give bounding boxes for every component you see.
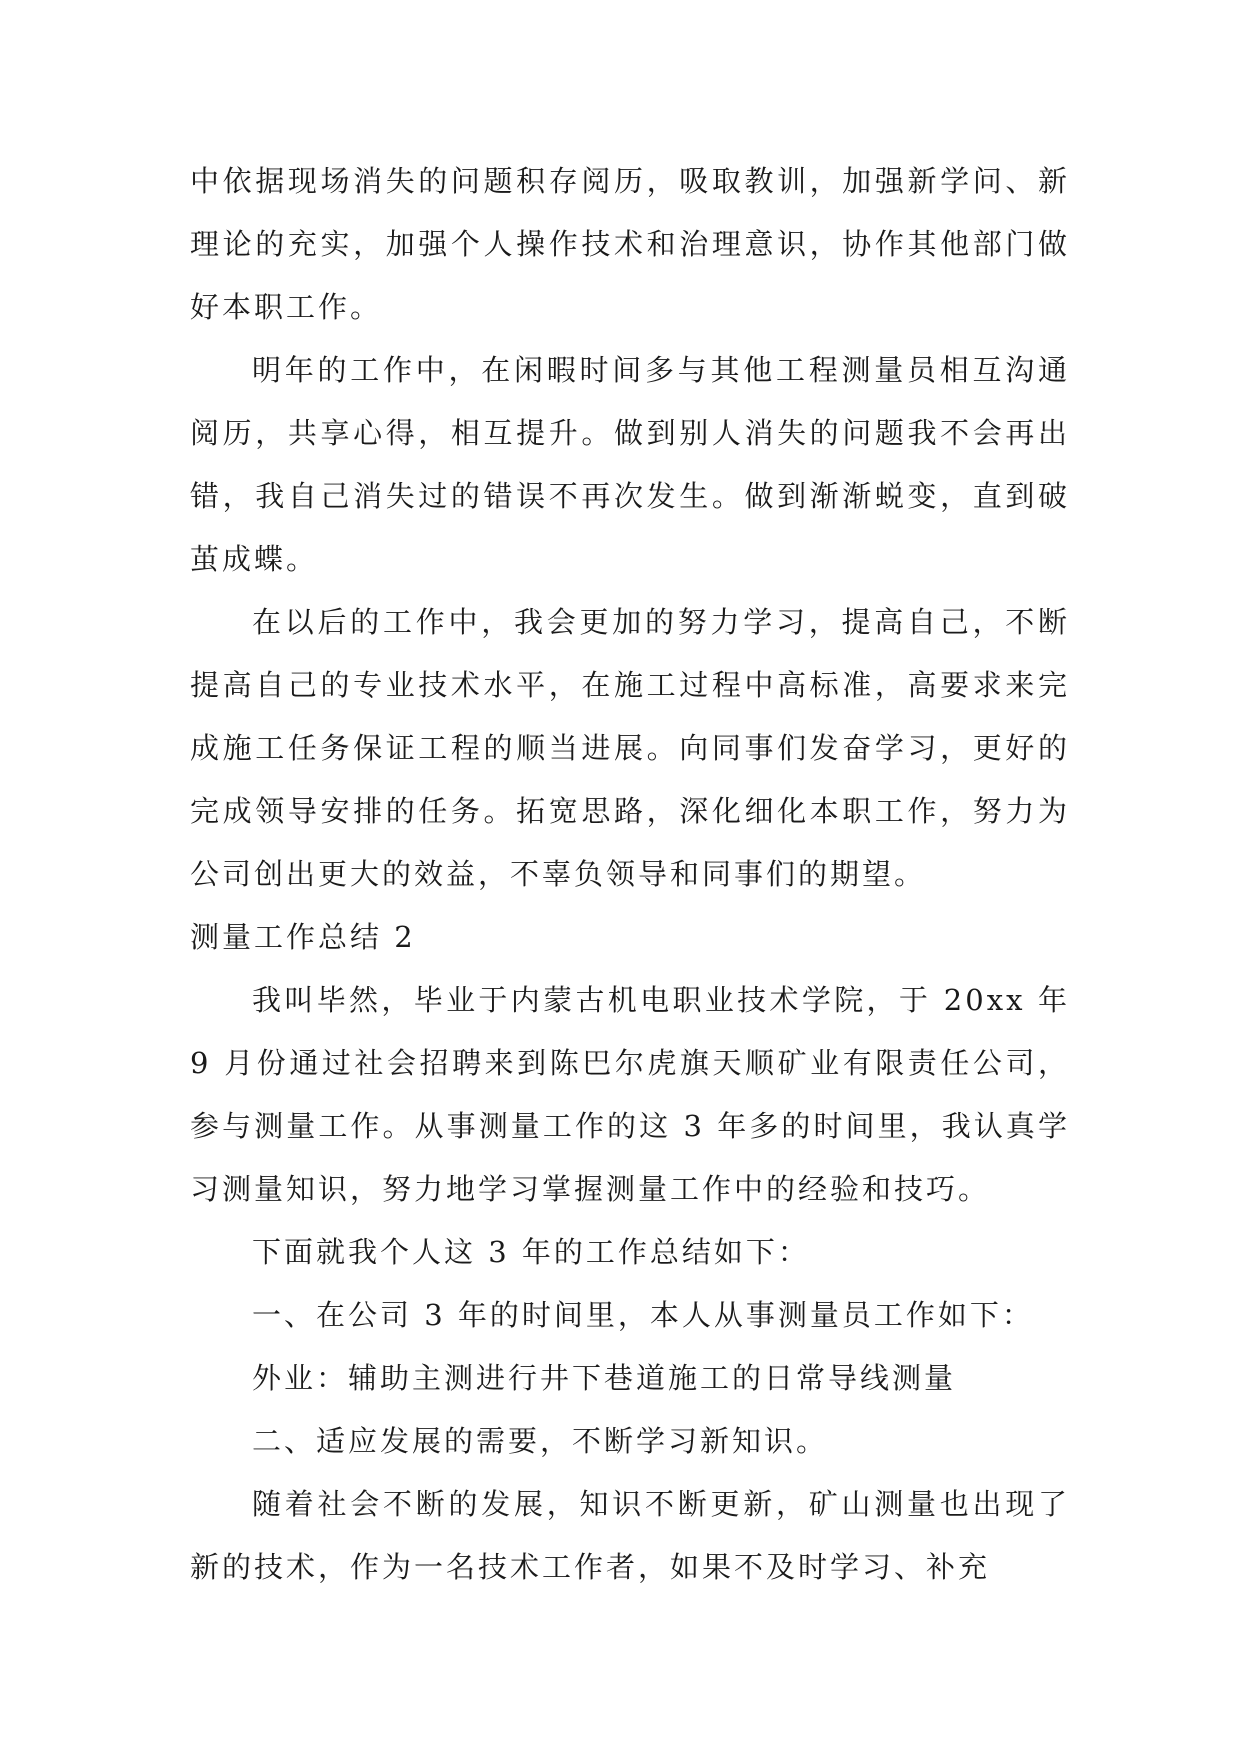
paragraph-1: 中依据现场消失的问题积存阅历，吸取教训，加强新学问、新理论的充实，加强个人操作技术和治理意识，协作其他部门做好本职工作。: [190, 164, 1070, 324]
document-page: [190, 150, 1070, 1599]
paragraph-5: 下面就我个人这 3 年的工作总结如下：: [252, 1235, 810, 1269]
paragraph-4: 我叫毕然，毕业于内蒙古机电职业技术学院，于 20xx 年 9 月份通过社会招聘来到陈巴尔虎旗天顺矿业有限责任公司，参与测量工作。从事测量工作的这 3 年多的时间里，我认真学习测量知识，努力地学习掌握测量工作中的经验和技巧。: [190, 983, 1070, 1206]
paragraph-8: 二、适应发展的需要，不断学习新知识。: [252, 1424, 829, 1458]
paragraph-2: 明年的工作中，在闲暇时间多与其他工程测量员相互沟通阅历，共享心得，相互提升。做到别人消失的问题我不会再出错，我自己消失过的错误不再次发生。做到渐渐蜕变，直到破茧成蝶。: [190, 353, 1070, 576]
paragraph-7: 外业：辅助主测进行井下巷道施工的日常导线测量: [252, 1361, 957, 1395]
paragraph-6: 一、在公司 3 年的时间里，本人从事测量员工作如下：: [252, 1298, 1034, 1332]
paragraph-9: 随着社会不断的发展，知识不断更新，矿山测量也出现了新的技术，作为一名技术工作者，如果不及时学习、补充: [190, 1487, 1070, 1584]
section-heading: 测量工作总结 2: [190, 920, 416, 954]
paragraph-3: 在以后的工作中，我会更加的努力学习，提高自己，不断提高自己的专业技术水平，在施工过程中高标准，高要求来完成施工任务保证工程的顺当进展。向同事们发奋学习，更好的完成领导安排的任务。拓宽思路，深化细化本职工作，努力为公司创出更大的效益，不辜负领导和同事们的期望。: [190, 605, 1070, 891]
